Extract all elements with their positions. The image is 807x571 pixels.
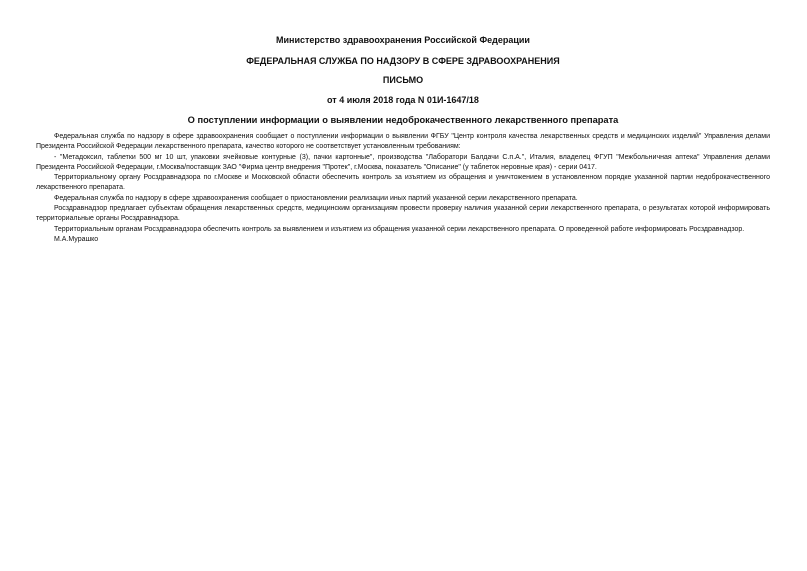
subject-heading: О поступлении информации о выявлении недоброкачественного лекарственного препарата — [187, 115, 619, 125]
body-paragraph: Росздравнадзор предлагает субъектам обращения лекарственных средств, медицинским организациям провести проверку наличия указанной серии лекарственного препарата, о результатах которой информировать территориальные органы Росздравнадзора. — [36, 205, 770, 223]
service-heading: ФЕДЕРАЛЬНАЯ СЛУЖБА ПО НАДЗОРУ В СФЕРЕ ЗДРАВООХРАНЕНИЯ — [246, 56, 560, 66]
letter-body — [36, 132, 770, 245]
body-paragraph: Федеральная служба по надзору в сфере здравоохранения сообщает о приостановлении реализации иных партий указанной серии лекарственного препарата. — [54, 194, 578, 202]
ministry-heading: Министерство здравоохранения Российской Федерации — [276, 35, 530, 45]
date-number-heading: от 4 июля 2018 года N 01И-1647/18 — [327, 95, 479, 105]
body-paragraph: Территориальному органу Росздравнадзора по г.Москве и Московской области обеспечить контроль за изъятием из обращения и уничтожением в установленном порядке указанной партии недоброкачественного лекарственного препарата. — [36, 174, 770, 192]
document-type-heading: ПИСЬМО — [382, 75, 424, 85]
body-paragraph: - "Метадоксил, таблетки 500 мг 10 шт, упаковки ячейковые контурные (3), пачки картонные", производства "Лаборатори Балдачи С.п.А.", Италия, владелец ФГУП "Межбольничная аптека" Управления делами Президента Российской Федерации, г.Москва/поставщик ЗАО "Фирма центр внедрения "Протек", г.Москва, показатель "Описание" (у таблеток неровные края) - серии 0417. — [36, 153, 770, 171]
signature: М.А.Мурашко — [54, 235, 99, 243]
body-paragraph: Федеральная служба по надзору в сфере здравоохранения сообщает о поступлении информации о выявлении ФГБУ "Центр контроля качества лекарственных средств и медицинских изделий" Управления делами Президента Российской Федерации лекарственного препарата, качество которого не соответствует установленным требованиям: — [36, 133, 770, 151]
body-paragraph: Территориальным органам Росздравнадзора обеспечить контроль за выявлением и изъятием из обращения указанной серии лекарственного препарата. О проведенной работе информировать Росздравнадзор. — [54, 225, 745, 233]
